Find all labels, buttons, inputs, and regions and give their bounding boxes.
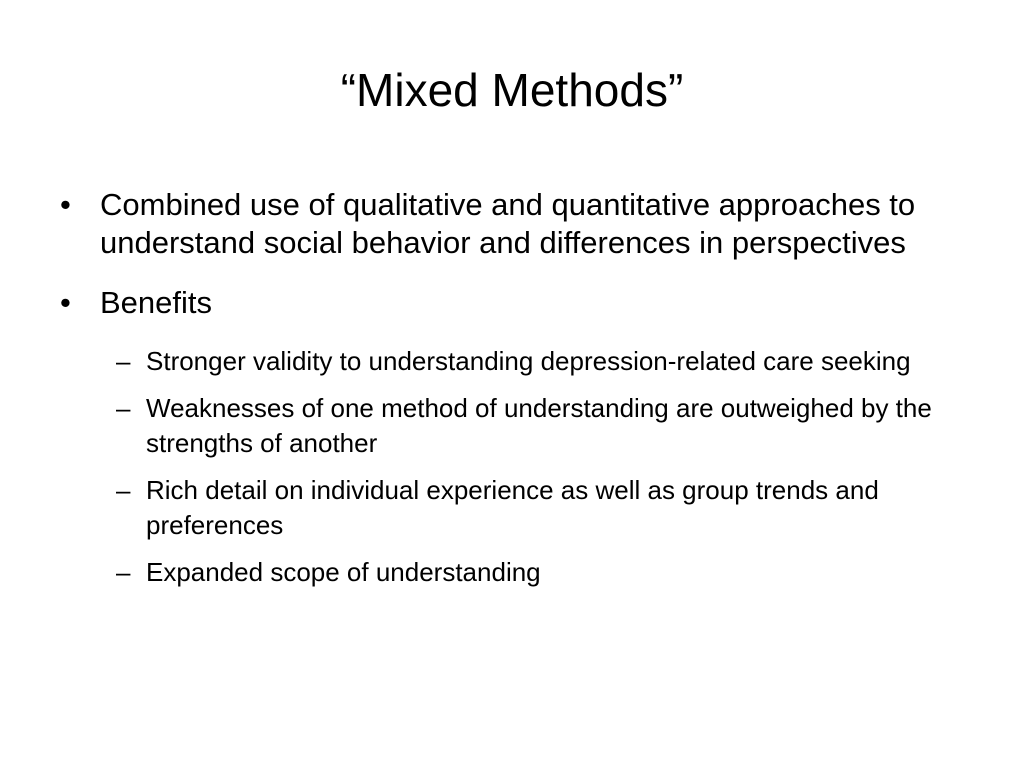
sub-bullet-list bbox=[56, 344, 976, 590]
sub-bullet-item bbox=[56, 473, 976, 543]
bullet-item bbox=[56, 284, 976, 322]
sub-bullet-text: Weaknesses of one method of understanding are outweighed by the strengths of another bbox=[146, 393, 932, 458]
sub-bullet-marker: – bbox=[116, 393, 131, 423]
sub-bullet-text: Expanded scope of understanding bbox=[146, 557, 541, 587]
sub-bullet-item bbox=[56, 555, 976, 590]
sub-bullet-marker: – bbox=[116, 557, 131, 587]
slide-title: “Mixed Methods” bbox=[340, 64, 684, 116]
bullet-text: Combined use of qualitative and quantitative approaches to understand social behavior and differences in perspectives bbox=[100, 187, 916, 260]
sub-bullet-marker: – bbox=[116, 346, 131, 376]
bullet-marker: • bbox=[60, 187, 71, 222]
sub-bullet-item bbox=[56, 391, 976, 461]
bullet-text: Benefits bbox=[100, 285, 213, 320]
sub-bullet-text: Rich detail on individual experience as well as group trends and preferences bbox=[146, 475, 879, 540]
sub-bullet-marker: – bbox=[116, 475, 131, 505]
sub-bullet-text: Stronger validity to understanding depression-related care seeking bbox=[146, 346, 911, 376]
slide-body bbox=[56, 186, 976, 602]
bullet-marker: • bbox=[60, 285, 71, 320]
sub-bullet-item bbox=[56, 344, 976, 379]
bullet-item bbox=[56, 186, 976, 262]
